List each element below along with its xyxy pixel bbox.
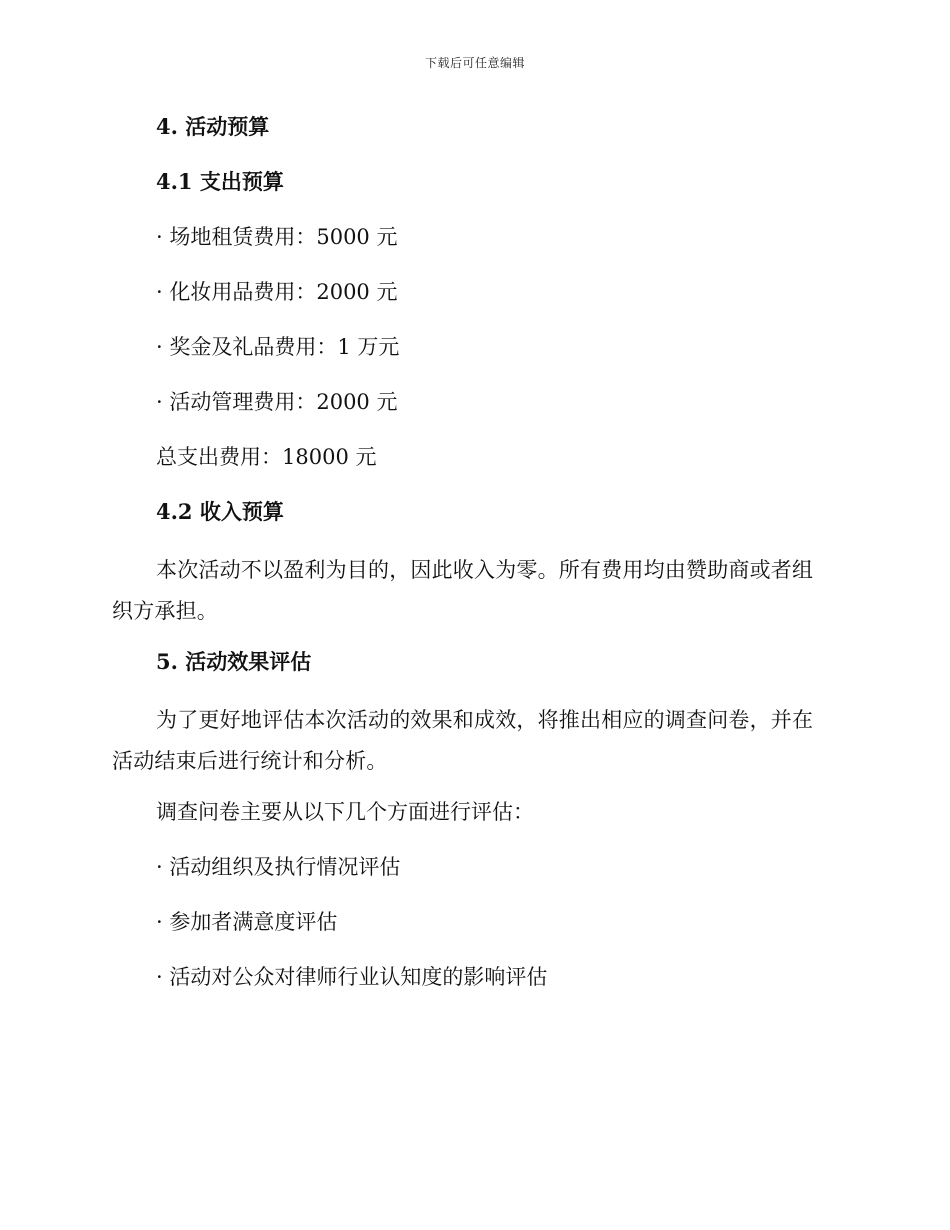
- expense-item: · 化妆用品费用：2000 元: [156, 280, 398, 304]
- survey-item: · 活动组织及执行情况评估: [156, 855, 401, 879]
- expense-item: · 场地租赁费用：5000 元: [156, 225, 398, 249]
- expense-item: · 奖金及礼品费用：1 万元: [156, 335, 400, 359]
- income-paragraph: 本次活动不以盈利为目的，因此收入为零。所有费用均由赞助商或者组织方承担。: [112, 558, 814, 623]
- section-heading-budget: 4. 活动预算: [156, 114, 270, 139]
- evaluation-paragraph: 为了更好地评估本次活动的效果和成效，将推出相应的调查问卷，并在活动结束后进行统计和分析。: [112, 708, 814, 773]
- survey-item: · 参加者满意度评估: [156, 910, 338, 934]
- survey-intro: 调查问卷主要从以下几个方面进行评估：: [156, 800, 534, 824]
- expense-total: 总支出费用：18000 元: [156, 445, 377, 469]
- expense-item: · 活动管理费用：2000 元: [156, 390, 398, 414]
- subsection-heading-expense: 4.1 支出预算: [156, 169, 284, 194]
- page-header: 下载后可任意编辑: [424, 56, 525, 70]
- page-content: [112, 110, 832, 1015]
- section-heading-evaluation: 5. 活动效果评估: [156, 649, 312, 674]
- survey-item: · 活动对公众对律师行业认知度的影响评估: [156, 965, 548, 989]
- subsection-heading-income: 4.2 收入预算: [156, 499, 284, 524]
